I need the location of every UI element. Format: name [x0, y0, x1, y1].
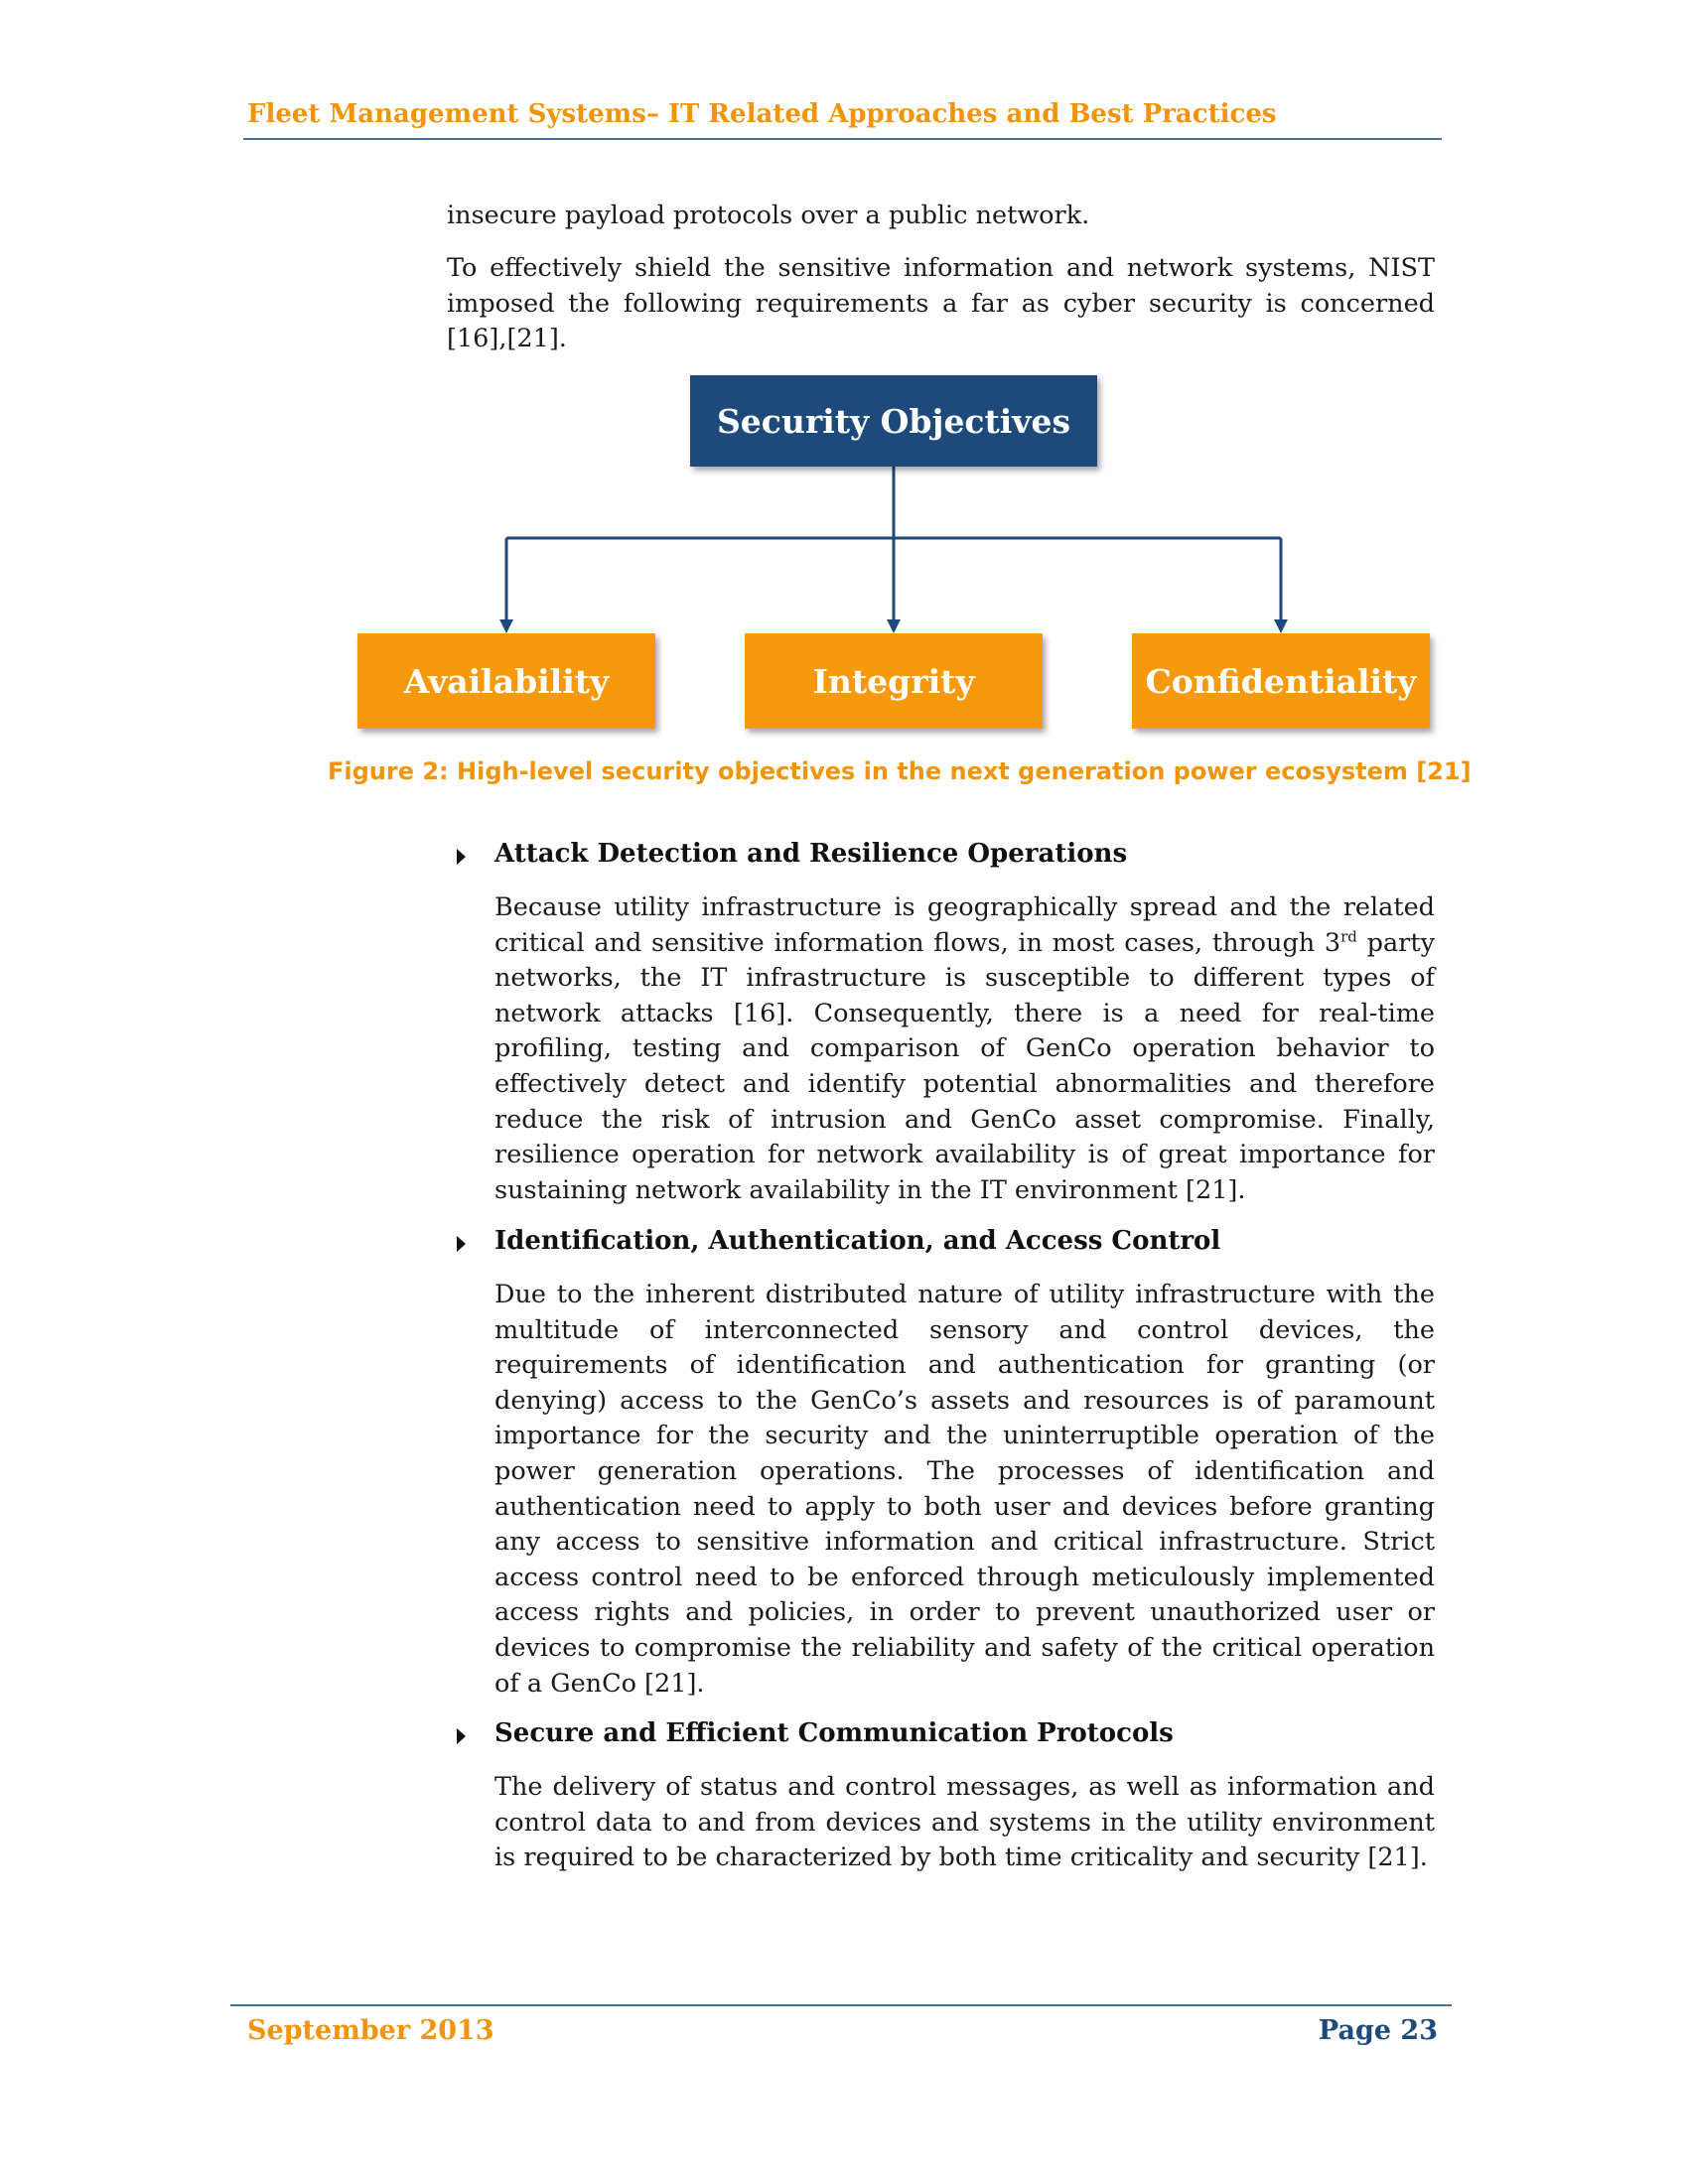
integrity-box: Integrity	[745, 633, 1043, 729]
section-heading-text: Attack Detection and Resilience Operations	[494, 839, 1128, 869]
arrowhead-integrity	[887, 619, 901, 633]
section-body: The delivery of status and control messages, as well as information and control data to and from devices and systems in the utility environment is required to be characterized by both time criticality and security [21].	[494, 1772, 1435, 1873]
security-objectives-diagram	[352, 367, 1445, 745]
figure-caption: Figure 2: High-level security objectives in the next generation power ecosystem [21]	[328, 757, 1472, 785]
header-rule	[243, 138, 1442, 140]
section-body	[494, 890, 1435, 1208]
footer-date: September 2013	[247, 2015, 494, 2046]
continuation-paragraph: insecure payload protocols over a public network.	[447, 201, 1090, 230]
section-body-text: party networks, the IT infrastructure is susceptible to different types of network attacks [16]. Consequently, there is a need for real-time profiling, testing and comparison of GenCo operation behavior to effectively detect and identify potential abnormalities and therefore reduce the risk of intrusion and GenCo asset compromise. Finally, resilience operation for network availability is of great importance for sustaining network availability in the IT environment [21].	[494, 927, 1435, 1205]
running-header: Fleet Management Systems– IT Related Approaches and Best Practices	[247, 99, 1277, 129]
section-heading-text: Identification, Authentication, and Access Control	[494, 1226, 1221, 1256]
ordinal-superscript: rd	[1340, 927, 1357, 946]
section-body-text: Because utility infrastructure is geographically spread and the related critical and sensitive information flows, in most cases, through 3	[494, 892, 1435, 958]
availability-box: Availability	[357, 633, 655, 729]
triangle-bullet-icon	[457, 1728, 466, 1744]
triangle-bullet-icon	[457, 1236, 466, 1252]
arrowhead-confidentiality	[1274, 619, 1288, 633]
section-heading-text: Secure and Efficient Communication Protocols	[494, 1718, 1174, 1748]
security-objectives-box: Security Objectives	[690, 375, 1097, 467]
intro-paragraph: To effectively shield the sensitive information and network systems, NIST imposed the following requirements a far as cyber security is concerned [16],[21].	[447, 253, 1435, 354]
footer-rule	[230, 2004, 1452, 2006]
confidentiality-box: Confidentiality	[1132, 633, 1430, 729]
page-number: Page 23	[1318, 2015, 1438, 2046]
arrowhead-availability	[499, 619, 513, 633]
section-body: Due to the inherent distributed nature of utility infrastructure with the multitude of interconnected sensory and control devices, the requirements of identification and authentication for granting (or denying) access to the GenCo’s assets and resources is of paramount importance for the security and the uninterruptible operation of the power generation operations. The processes of identification and authentication need to apply to both user and devices before granting any access to sensitive information and critical infrastructure. Strict access control need to be enforced through meticulously implemented access rights and policies, in order to prevent unauthorized user or devices to compromise the reliability and safety of the critical operation of a GenCo [21].	[494, 1280, 1435, 1699]
triangle-bullet-icon	[457, 849, 466, 865]
